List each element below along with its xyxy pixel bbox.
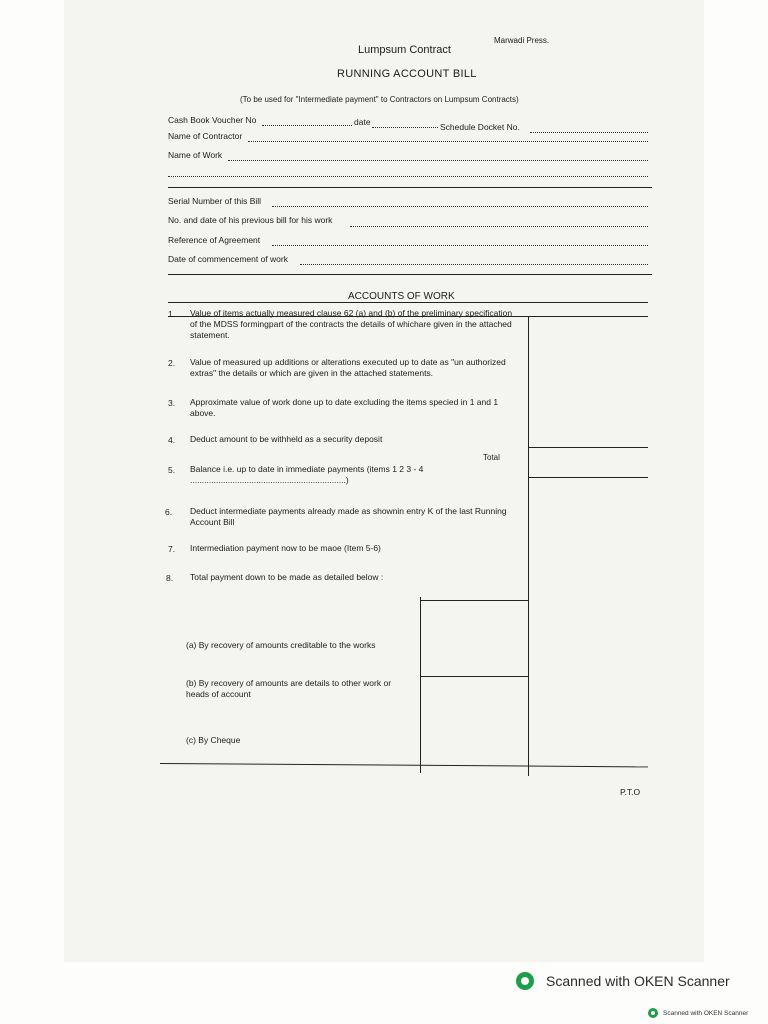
scanner-logo-icon xyxy=(648,1008,658,1018)
previous-bill-label: No. and date of his previous bill for his work xyxy=(168,215,333,225)
item-number: 7. xyxy=(168,544,176,554)
item-number: 2. xyxy=(168,358,176,368)
sub-item-a: (a) By recovery of amounts creditable to the works xyxy=(186,640,376,650)
previous-bill-line xyxy=(350,226,648,227)
agreement-line xyxy=(272,245,648,246)
work-line xyxy=(228,160,648,161)
sub-item-b: (b) By recovery of amounts are details to other work or heads of account xyxy=(186,678,392,699)
total-label: Total xyxy=(483,453,500,462)
schedule-line xyxy=(530,132,648,133)
item-text: Value of items actually measured clause 62 (a) and (b) of the preliminary specification of the MDSS formingpart of the contracts the details of whichare given in the attached statement. xyxy=(190,308,513,340)
accounts-heading: ACCOUNTS OF WORK xyxy=(348,291,455,302)
item-text: Deduct amount to be withheld as a security deposit xyxy=(190,434,383,444)
pto-label: P.T.O xyxy=(620,787,641,797)
scanner-label: Scanned with OKEN Scanner xyxy=(546,973,730,989)
scanner-watermark-small xyxy=(648,1008,748,1018)
item-number: 6. xyxy=(165,507,173,517)
item-text: Value of measured up additions or alterations executed up to date as "un authorized extras" the details or which are given in the attached statements. xyxy=(190,357,506,378)
amount-column-line xyxy=(528,316,529,776)
commencement-label: Date of commencement of work xyxy=(168,254,288,264)
voucher-label: Cash Book Voucher No xyxy=(168,115,257,125)
item-number: 8. xyxy=(166,573,174,583)
payment-box-line xyxy=(420,597,421,773)
serial-line xyxy=(272,206,648,207)
contractor-label: Name of Contractor xyxy=(168,131,243,141)
date-line xyxy=(372,127,438,128)
item-number: 4. xyxy=(168,435,176,445)
divider xyxy=(168,187,652,188)
page-title: RUNNING ACCOUNT BILL xyxy=(337,68,477,80)
scanner-watermark xyxy=(516,972,730,990)
voucher-line xyxy=(262,125,352,126)
commencement-line xyxy=(300,264,648,265)
press-name: Marwadi Press. xyxy=(494,36,550,45)
payment-box-line xyxy=(420,676,528,677)
scanner-label-small: Scanned with OKEN Scanner xyxy=(663,1009,749,1017)
scanner-logo-icon xyxy=(516,972,534,990)
payment-box-line xyxy=(420,600,528,601)
item-text: Deduct intermediate payments already made as shownin entry K of the last Running Account Bill xyxy=(190,506,507,527)
item-text: Total payment down to be made as detailed below : xyxy=(190,572,384,582)
work-label: Name of Work xyxy=(168,150,223,160)
page-subtitle: (To be used for "Intermediate payment" to Contractors on Lumpsum Contracts) xyxy=(240,95,519,104)
agreement-label: Reference of Agreement xyxy=(168,235,261,245)
contractor-line xyxy=(248,141,648,142)
amount-row-line xyxy=(528,447,648,448)
item-number: 1. xyxy=(168,309,176,319)
contract-type: Lumpsum Contract xyxy=(358,44,451,56)
date-label: date xyxy=(354,117,371,127)
item-number: 5. xyxy=(168,465,176,475)
serial-label: Serial Number of this Bill xyxy=(168,196,262,206)
schedule-docket-label: Schedule Docket No. xyxy=(440,122,520,132)
sub-item-c: (c) By Cheque xyxy=(186,735,241,745)
item-text: Approximate value of work done up to date excluding the items specied in 1 and 1 above. xyxy=(190,397,499,418)
amount-row-line xyxy=(528,477,648,478)
item-text: Intermediation payment now to be maoe (Item 5-6) xyxy=(190,543,381,553)
item-number: 3. xyxy=(168,398,176,408)
table-top-line xyxy=(168,302,648,303)
divider xyxy=(168,274,652,275)
work-line-2 xyxy=(168,176,648,177)
item-text: Balance i.e. up to date in immediate payments (items 1 2 3 - 4 ..................................................................) xyxy=(190,464,424,485)
